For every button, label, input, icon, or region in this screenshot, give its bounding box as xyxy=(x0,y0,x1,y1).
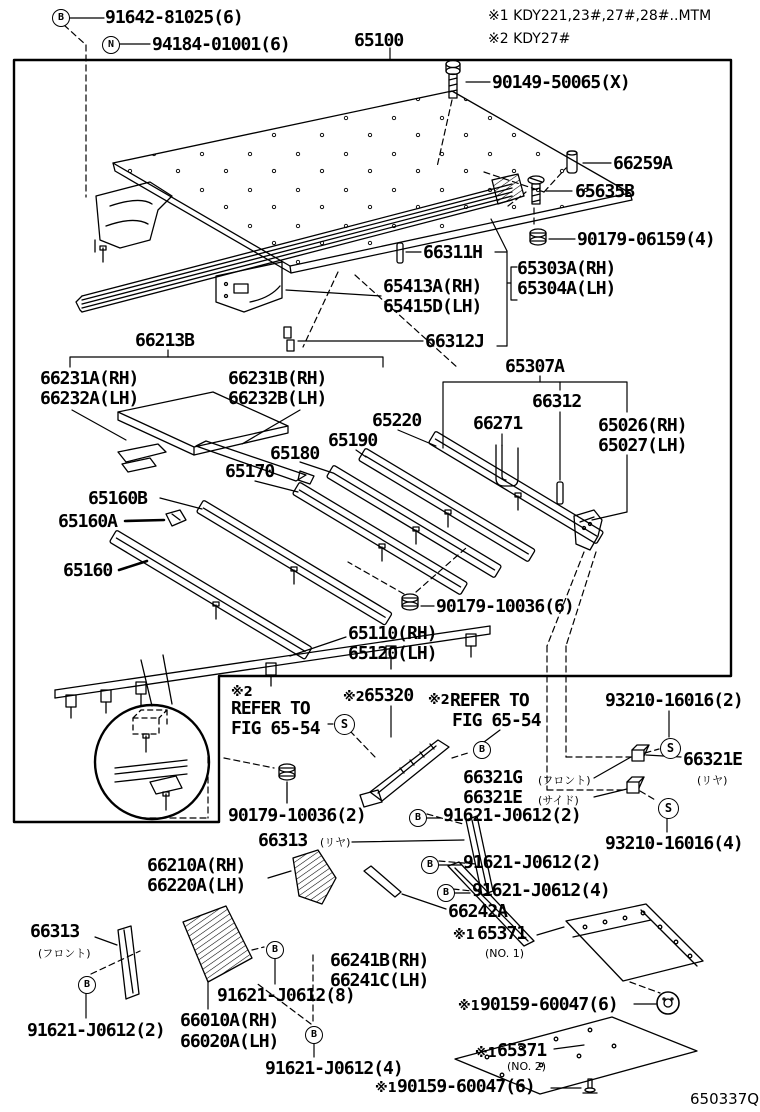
refer-left-star: ※2 xyxy=(231,685,253,700)
clip-65160a xyxy=(166,510,186,526)
refer-left-line1: REFER TO xyxy=(231,698,310,719)
part-label-91621-2-a: 91621-J0612(2) xyxy=(443,805,581,826)
screw-symbol-s-93210-4: S xyxy=(658,798,679,819)
part-label-66321g: 66321G xyxy=(463,767,523,788)
part-label-66213b: 66213B xyxy=(135,330,195,351)
part-label-65100: 65100 xyxy=(354,30,404,51)
star-65320: ※2 xyxy=(343,690,365,705)
screw-symbol-circle xyxy=(657,992,679,1014)
part-label-66312j: 66312J xyxy=(425,331,485,352)
part-label-66271: 66271 xyxy=(473,413,523,434)
panel-66210a xyxy=(293,850,336,904)
part-label-93210-2: 93210-16016(2) xyxy=(605,690,743,711)
floor-panel-65100 xyxy=(113,91,635,273)
part-label-65170: 65170 xyxy=(225,461,275,482)
part-label-65027: 65027(LH) xyxy=(598,435,687,456)
crossbar-65220 xyxy=(428,431,603,544)
part-label-66220a: 66220A(LH) xyxy=(147,875,246,896)
jp-label-rear: (リヤ) xyxy=(697,774,728,787)
panel-66010a xyxy=(183,906,252,982)
refer-right-star: ※2 xyxy=(428,693,450,708)
refer-left-line2: FIG 65-54 xyxy=(231,718,320,739)
nut-90179-10036-2-icon xyxy=(279,764,295,803)
jp-label-rear-2: (リヤ) xyxy=(320,836,351,849)
part-label-65635b: 65635B xyxy=(575,181,635,202)
panel-left-bracket xyxy=(95,182,172,262)
nutcube-66321-side xyxy=(627,777,644,793)
part-label-66321e-rear: 66321E xyxy=(683,749,743,770)
part-label-65220: 65220 xyxy=(372,410,422,431)
bolt-symbol-b-91621-b: B xyxy=(421,856,439,874)
strip-66313-front xyxy=(118,926,139,999)
part-label-94184: 94184-01001(6) xyxy=(152,34,290,55)
part-label-65303a: 65303A(RH) xyxy=(517,258,616,279)
part-label-65371-no1: 65371 xyxy=(477,923,527,944)
part-label-66313-rear: 66313 xyxy=(258,830,308,851)
bolt-symbol-b-refer: B xyxy=(473,741,491,759)
part-label-65160a: 65160A xyxy=(58,511,118,532)
refer-right-line1: REFER TO xyxy=(450,690,529,711)
part-label-66231b: 66231B(RH) xyxy=(228,368,327,389)
part-label-66313-front: 66313 xyxy=(30,921,80,942)
jp-label-front-2: (フロント) xyxy=(38,947,91,960)
part-label-65160b: 65160B xyxy=(88,488,148,509)
part-label-65415d: 65415D(LH) xyxy=(383,296,482,317)
jp-label-no1: (NO. 1) xyxy=(485,947,525,960)
part-label-66231a: 66231A(RH) xyxy=(40,368,139,389)
bolt-symbol-b-91621-a: B xyxy=(409,809,427,827)
part-label-66232b: 66232B(LH) xyxy=(228,388,327,409)
part-label-65320: 65320 xyxy=(364,685,414,706)
part-label-91621-4-b: 91621-J0612(4) xyxy=(265,1058,403,1079)
part-label-90149: 90149-50065(X) xyxy=(492,72,630,93)
part-label-65160: 65160 xyxy=(63,560,113,581)
part-label-66259a: 66259A xyxy=(613,153,673,174)
part-label-90179-06159: 90179-06159(4) xyxy=(577,229,715,250)
jp-label-front-g: (フロント) xyxy=(538,774,591,787)
part-label-66321e-side: 66321E xyxy=(463,787,523,808)
part-label-66241b: 66241B(RH) xyxy=(330,950,429,971)
plate-65371-no1 xyxy=(566,904,703,981)
part-label-65180: 65180 xyxy=(270,443,320,464)
screw-symbol-s-93210-2: S xyxy=(660,738,681,759)
part-label-91621-8: 91621-J0612(8) xyxy=(217,985,355,1006)
part-label-65307a: 65307A xyxy=(505,356,565,377)
crossbar-65160 xyxy=(109,530,312,659)
screw-symbol-s-left: S xyxy=(334,714,355,735)
bolt-symbol-b-91621-d: B xyxy=(78,976,96,994)
part-label-66242a: 66242A xyxy=(448,901,508,922)
part-label-65413a: 65413A(RH) xyxy=(383,276,482,297)
rail-65320 xyxy=(360,740,449,807)
nut-symbol-n-top: N xyxy=(102,36,120,54)
part-label-91621-2-b: 91621-J0612(2) xyxy=(463,852,601,873)
part-label-66232a: 66232A(LH) xyxy=(40,388,139,409)
note-kdy-1: ※1 KDY221,23#,27#,28#..MTM xyxy=(488,8,712,24)
hook-66271 xyxy=(496,445,518,486)
part-label-65026: 65026(RH) xyxy=(598,415,687,436)
part-label-66210a: 66210A(RH) xyxy=(147,855,246,876)
jp-label-side: (サイド) xyxy=(538,794,579,807)
bolt-symbol-b-top: B xyxy=(52,9,70,27)
part-label-66020a: 66020A(LH) xyxy=(180,1031,279,1052)
part-label-90179-10036-2: 90179-10036(2) xyxy=(228,805,366,826)
bolt-symbol-b-91621-c: B xyxy=(437,884,455,902)
part-label-65110: 65110(RH) xyxy=(348,623,437,644)
part-label-66311h: 66311H xyxy=(423,242,483,263)
jp-label-no2: (NO. 2) xyxy=(507,1060,547,1073)
bolt-symbol-b-91621-f: B xyxy=(305,1026,323,1044)
bar-66242a xyxy=(364,866,401,897)
bracket-65413 xyxy=(216,262,282,312)
part-label-90159-b: 90159-60047(6) xyxy=(397,1076,535,1097)
bolt-symbol-b-91621-e: B xyxy=(266,941,284,959)
clip-66312j xyxy=(284,327,294,351)
nut-90179-06159-icon xyxy=(530,229,546,245)
rod-66312 xyxy=(557,482,563,504)
part-label-90179-10036-6: 90179-10036(6) xyxy=(436,596,574,617)
nut-90179-10036-6-icon xyxy=(402,594,418,610)
part-label-91621-2-c: 91621-J0612(2) xyxy=(27,1020,165,1041)
angle-brackets-66231 xyxy=(118,444,166,472)
part-label-65190: 65190 xyxy=(328,430,378,451)
rod-66311h xyxy=(397,243,403,263)
diagram-code: 650337Q xyxy=(690,1090,760,1108)
part-label-65304a: 65304A(LH) xyxy=(517,278,616,299)
part-label-91621-4-a: 91621-J0612(4) xyxy=(472,880,610,901)
note-kdy-2: ※2 KDY27# xyxy=(488,31,571,47)
part-label-90159-a: 90159-60047(6) xyxy=(480,994,618,1015)
detail-inset-circle xyxy=(95,655,209,819)
part-label-91642: 91642-81025(6) xyxy=(105,7,243,28)
crossbar-65160b xyxy=(196,500,392,625)
star-90159-a: ※1 xyxy=(458,999,480,1014)
star-90159-b: ※1 xyxy=(375,1081,397,1096)
part-label-66010a: 66010A(RH) xyxy=(180,1010,279,1031)
part-label-66312: 66312 xyxy=(532,391,582,412)
star-65371-no1: ※1 xyxy=(453,928,475,943)
part-label-93210-4: 93210-16016(4) xyxy=(605,833,743,854)
part-label-65371-no2: 65371 xyxy=(497,1040,547,1061)
part-label-65120: 65120(LH) xyxy=(348,643,437,664)
star-65371-no2: ※1 xyxy=(475,1046,497,1061)
refer-right-line2: FIG 65-54 xyxy=(452,710,541,731)
part-label-66241c: 66241C(LH) xyxy=(330,970,429,991)
